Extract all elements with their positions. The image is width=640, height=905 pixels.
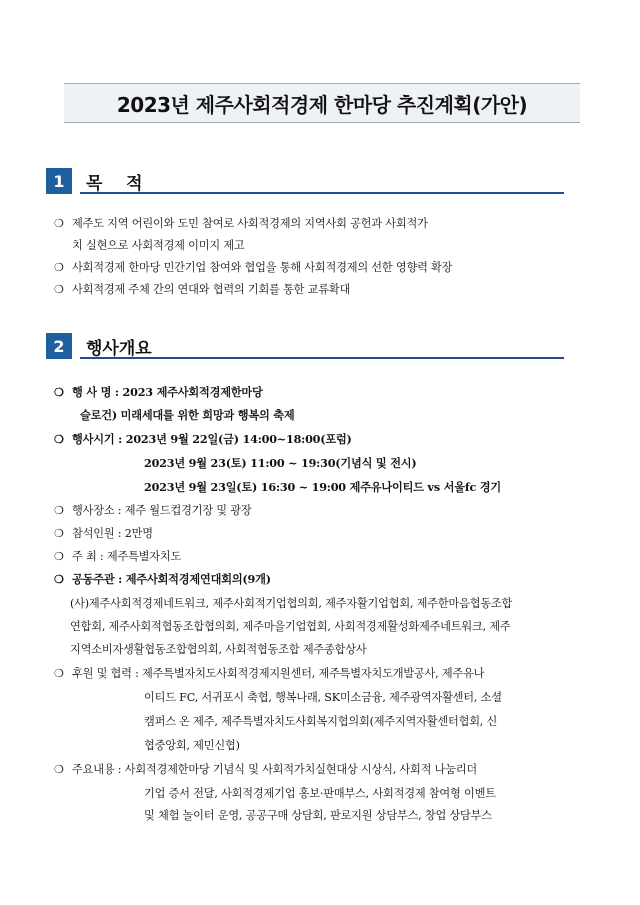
bullet-icon: ❍ (54, 667, 64, 680)
event-time-3: 2023년 9월 23일(토) 16:30 ~ 19:00 제주유나이티드 vs 서울fc 경기 (144, 480, 501, 494)
purpose-item (54, 260, 452, 275)
content-list-line: 및 체험 놀이터 운영, 공공구매 상담회, 판로지원 상담부스, 창업 상담부스 (144, 809, 492, 822)
cohost-list-line: 연합회, 제주사회적협동조합협의회, 제주마을기업협회, 사회적경제활성화제주네트워크, 제주 (70, 620, 511, 633)
section-underline (80, 192, 564, 194)
section-header-overview (46, 333, 564, 359)
sponsor-list-line: 협중앙회, 제민신협) (144, 739, 240, 752)
sponsor-list-line: 이티드 FC, 서귀포시 축협, 행복나래, SK미소금융, 제주광역자활센터, 소셜 (144, 691, 502, 704)
event-slogan: 슬로건) 미래세대를 위한 희망과 행복의 축제 (80, 408, 295, 422)
bullet-icon: ❍ (54, 283, 64, 296)
event-time (54, 432, 352, 447)
purpose-item (54, 282, 350, 297)
section-underline (80, 357, 564, 359)
bullet-icon: ❍ (54, 385, 64, 399)
cohost-list-line: 지역소비자생활협동조합협의회, 사회적협동조합 제주종합상사 (70, 643, 367, 656)
section-title: 행사개요 (86, 339, 152, 359)
purpose-text: 제주도 지역 어린이와 도민 참여로 사회적경제의 지역사회 공헌과 사회적가 (72, 217, 428, 230)
cohost-list-line: (사)제주사회적경제네트워크, 제주사회적기업협의회, 제주자활기업협회, 제주한마음협동조합 (70, 597, 513, 610)
section-number: 1 (46, 168, 72, 194)
bullet-icon: ❍ (54, 572, 64, 586)
bullet-icon: ❍ (54, 217, 64, 230)
event-cohost (54, 572, 271, 587)
purpose-item-cont (72, 238, 245, 253)
purpose-text: 치 실현으로 사회적경제 이미지 제고 (72, 239, 245, 252)
event-time-text: 행사시기 : 2023년 9월 22일(금) 14:00~18:00(포럼) (72, 432, 352, 446)
event-sponsor (54, 666, 484, 681)
content-list-line: 기업 증서 전달, 사회적경제기업 홍보·판매부스, 사회적경제 참여형 이벤트 (144, 787, 496, 800)
purpose-text: 사회적경제 주체 간의 연대와 협력의 기회를 통한 교류확대 (72, 283, 351, 296)
bullet-icon: ❍ (54, 504, 64, 517)
event-content-text: 주요내용 : 사회적경제한마당 기념식 및 사회적가치실현대상 시상식, 사회적 나눔리더 (72, 763, 478, 776)
document-title-box (64, 83, 580, 123)
section-title: 목 적 (86, 174, 143, 194)
section-number: 2 (46, 333, 72, 359)
event-host-text: 주 최 : 제주특별자치도 (72, 550, 182, 563)
event-content (54, 762, 477, 777)
event-name-text: 행 사 명 : 2023 제주사회적경제한마당 (72, 385, 263, 399)
bullet-icon: ❍ (54, 261, 64, 274)
event-attendance (54, 526, 153, 541)
event-cohost-text: 공동주관 : 제주사회적경제연대회의(9개) (72, 572, 271, 586)
event-host (54, 549, 181, 564)
event-attendance-text: 참석인원 : 2만명 (72, 527, 153, 540)
sponsor-list-line: 캠퍼스 온 제주, 제주특별자치도사회복지협의회(제주지역자활센터협회, 신 (144, 715, 498, 728)
bullet-icon: ❍ (54, 432, 64, 446)
document-title: 2023년 제주사회적경제 한마당 추진계획(가안) (116, 92, 528, 117)
event-sponsor-text: 후원 및 협력 : 제주특별자치도사회적경제지원센터, 제주특별자치도개발공사, 제주유나 (72, 667, 485, 680)
section-header-purpose (46, 168, 564, 194)
bullet-icon: ❍ (54, 527, 64, 540)
event-place-text: 행사장소 : 제주 월드컵경기장 및 광장 (72, 504, 252, 517)
bullet-icon: ❍ (54, 550, 64, 563)
event-name (54, 385, 263, 400)
event-time-2: 2023년 9월 23(토) 11:00 ~ 19:30(기념식 및 전시) (144, 456, 417, 470)
purpose-text: 사회적경제 한마당 민간기업 참여와 협업을 통해 사회적경제의 선한 영향력 확장 (72, 261, 453, 274)
bullet-icon: ❍ (54, 763, 64, 776)
purpose-item (54, 216, 428, 231)
event-place (54, 503, 251, 518)
